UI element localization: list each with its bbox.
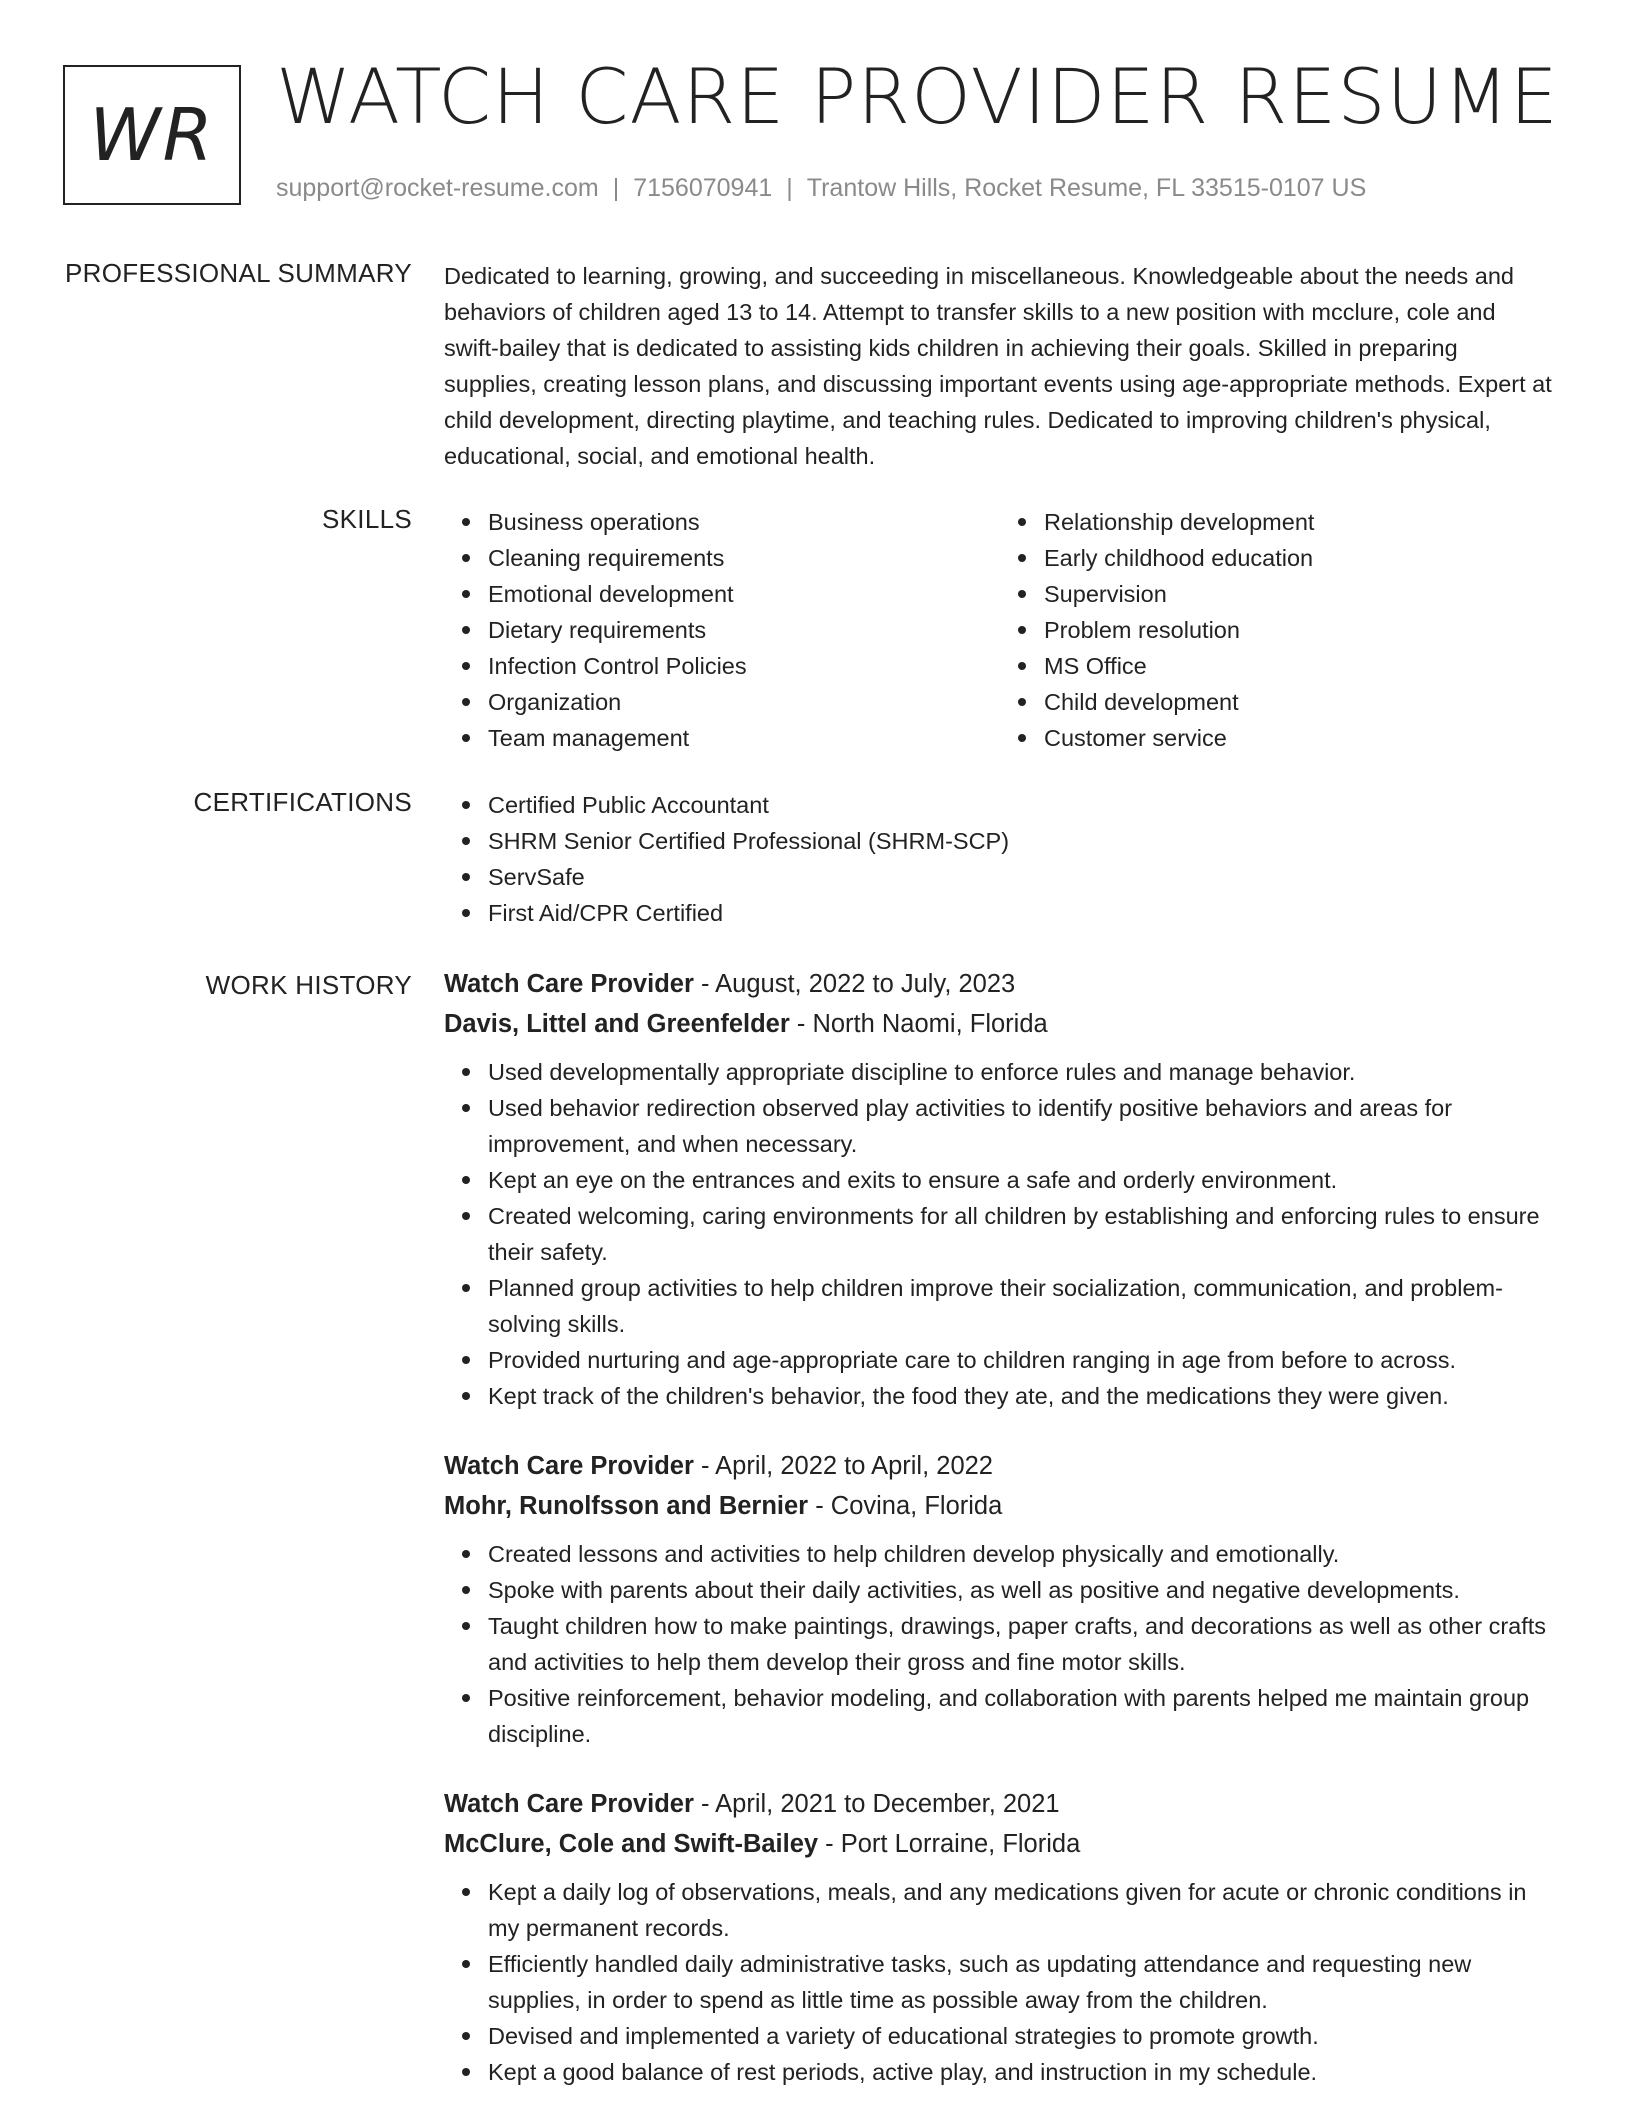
- contact-line: [276, 174, 1366, 203]
- summary-text: Dedicated to learning, growing, and succeeding in miscellaneous. Knowledgeable about the needs and behaviors of children aged 13 to 14. Attempt to transfer skills to a new position with mcclure, cole and swift-bailey that is dedicated to assisting kids children in achieving their goals. Skilled in preparing supplies, creating lesson plans, and discussing important events using age-appropriate methods. Expert at child development, directing playtime, and teaching rules. Dedicated to improving children's physical, educational, social, and emotional health.: [444, 263, 1552, 469]
- skills-list-left: [444, 504, 1000, 756]
- skill-item: Early childhood education: [1044, 540, 1556, 576]
- certification-item: ServSafe: [488, 859, 1556, 895]
- resume-title: WATCH CARE PROVIDER RESUME: [276, 52, 1559, 141]
- certification-item: First Aid/CPR Certified: [488, 895, 1556, 931]
- duty-item: Taught children how to make paintings, drawings, paper crafts, and decorations as well as other crafts and activities to help them develop their gross and fine motor skills.: [488, 1608, 1556, 1680]
- duty-item: Devised and implemented a variety of educational strategies to promote growth.: [488, 2018, 1556, 2054]
- skill-item: Child development: [1044, 684, 1556, 720]
- job-location: - North Naomi, Florida: [789, 1010, 1048, 1038]
- job-entry: [444, 964, 1556, 1414]
- certification-item: SHRM Senior Certified Professional (SHRM-SCP): [488, 823, 1556, 859]
- duty-item: Planned group activities to help children improve their socialization, communication, and problem-solving skills.: [488, 1270, 1556, 1342]
- duty-item: Positive reinforcement, behavior modeling, and collaboration with parents helped me maintain group discipline.: [488, 1680, 1556, 1752]
- certifications-list: [444, 787, 1556, 931]
- job-title-line: [444, 1446, 1556, 1486]
- job-duties: [444, 1536, 1556, 1752]
- duty-item: Used developmentally appropriate discipline to enforce rules and manage behavior.: [488, 1054, 1556, 1090]
- duty-item: Spoke with parents about their daily activities, as well as positive and negative developments.: [488, 1572, 1556, 1608]
- job-location: - Covina, Florida: [808, 1492, 1003, 1520]
- job-company-line: [444, 1004, 1556, 1044]
- contact-separator: |: [612, 174, 620, 202]
- skill-item: Problem resolution: [1044, 612, 1556, 648]
- skill-item: Dietary requirements: [488, 612, 1000, 648]
- job-title: Watch Care Provider: [444, 970, 694, 998]
- contact-address: Trantow Hills, Rocket Resume, FL 33515-0107 US: [806, 174, 1367, 202]
- duty-item: Created welcoming, caring environments for all children by establishing and enforcing rules to ensure their safety.: [488, 1198, 1556, 1270]
- duty-item: Kept an eye on the entrances and exits to ensure a safe and orderly environment.: [488, 1162, 1556, 1198]
- skill-item: Business operations: [488, 504, 1000, 540]
- duty-item: Provided nurturing and age-appropriate care to children ranging in age from before to across.: [488, 1342, 1556, 1378]
- job-location: - Port Lorraine, Florida: [818, 1830, 1081, 1858]
- skill-item: Emotional development: [488, 576, 1000, 612]
- skill-item: MS Office: [1044, 648, 1556, 684]
- duty-item: Kept a good balance of rest periods, active play, and instruction in my schedule.: [488, 2054, 1556, 2090]
- job-title-line: [444, 1784, 1556, 1824]
- section-label: PROFESSIONAL SUMMARY: [65, 258, 412, 288]
- duty-item: Used behavior redirection observed play activities to identify positive behaviors and areas for improvement, and when necessary.: [488, 1090, 1556, 1162]
- job-duties: [444, 1874, 1556, 2090]
- section-label: SKILLS: [322, 504, 412, 534]
- job-company: Davis, Littel and Greenfelder: [444, 1010, 790, 1038]
- duty-item: Efficiently handled daily administrative tasks, such as updating attendance and requesting new supplies, in order to spend as little time as possible away from the children.: [488, 1946, 1556, 2018]
- skill-item: Cleaning requirements: [488, 540, 1000, 576]
- duty-item: Kept a daily log of observations, meals, and any medications given for acute or chronic conditions in my permanent records.: [488, 1874, 1556, 1946]
- skill-item: Customer service: [1044, 720, 1556, 756]
- job-title: Watch Care Provider: [444, 1452, 694, 1480]
- section-label: WORK HISTORY: [205, 970, 412, 1000]
- job-dates: - April, 2021 to December, 2021: [693, 1790, 1060, 1818]
- skill-item: Infection Control Policies: [488, 648, 1000, 684]
- skill-item: Team management: [488, 720, 1000, 756]
- job-entry: [444, 1446, 1556, 1752]
- job-duties: [444, 1054, 1556, 1414]
- skill-item: Supervision: [1044, 576, 1556, 612]
- skill-item: Organization: [488, 684, 1000, 720]
- skills-list-right: [1000, 504, 1556, 756]
- duty-item: Created lessons and activities to help children develop physically and emotionally.: [488, 1536, 1556, 1572]
- duty-item: Kept track of the children's behavior, the food they ate, and the medications they were given.: [488, 1378, 1556, 1414]
- certification-item: Certified Public Accountant: [488, 787, 1556, 823]
- job-entry: [444, 1784, 1556, 2090]
- section-label: CERTIFICATIONS: [193, 787, 412, 817]
- contact-phone: 7156070941: [633, 174, 773, 202]
- job-company: Mohr, Runolfsson and Bernier: [444, 1492, 809, 1520]
- job-title: Watch Care Provider: [444, 1790, 694, 1818]
- monogram-initials: WR: [89, 93, 215, 177]
- skill-item: Relationship development: [1044, 504, 1556, 540]
- monogram-box: [63, 65, 241, 205]
- job-company: McClure, Cole and Swift-Bailey: [444, 1830, 819, 1858]
- job-company-line: [444, 1486, 1556, 1526]
- job-dates: - August, 2022 to July, 2023: [693, 970, 1016, 998]
- contact-email: support@rocket-resume.com: [276, 174, 599, 202]
- contact-separator: |: [786, 174, 793, 202]
- job-dates: - April, 2022 to April, 2022: [693, 1452, 993, 1480]
- job-company-line: [444, 1824, 1556, 1864]
- job-title-line: [444, 964, 1556, 1004]
